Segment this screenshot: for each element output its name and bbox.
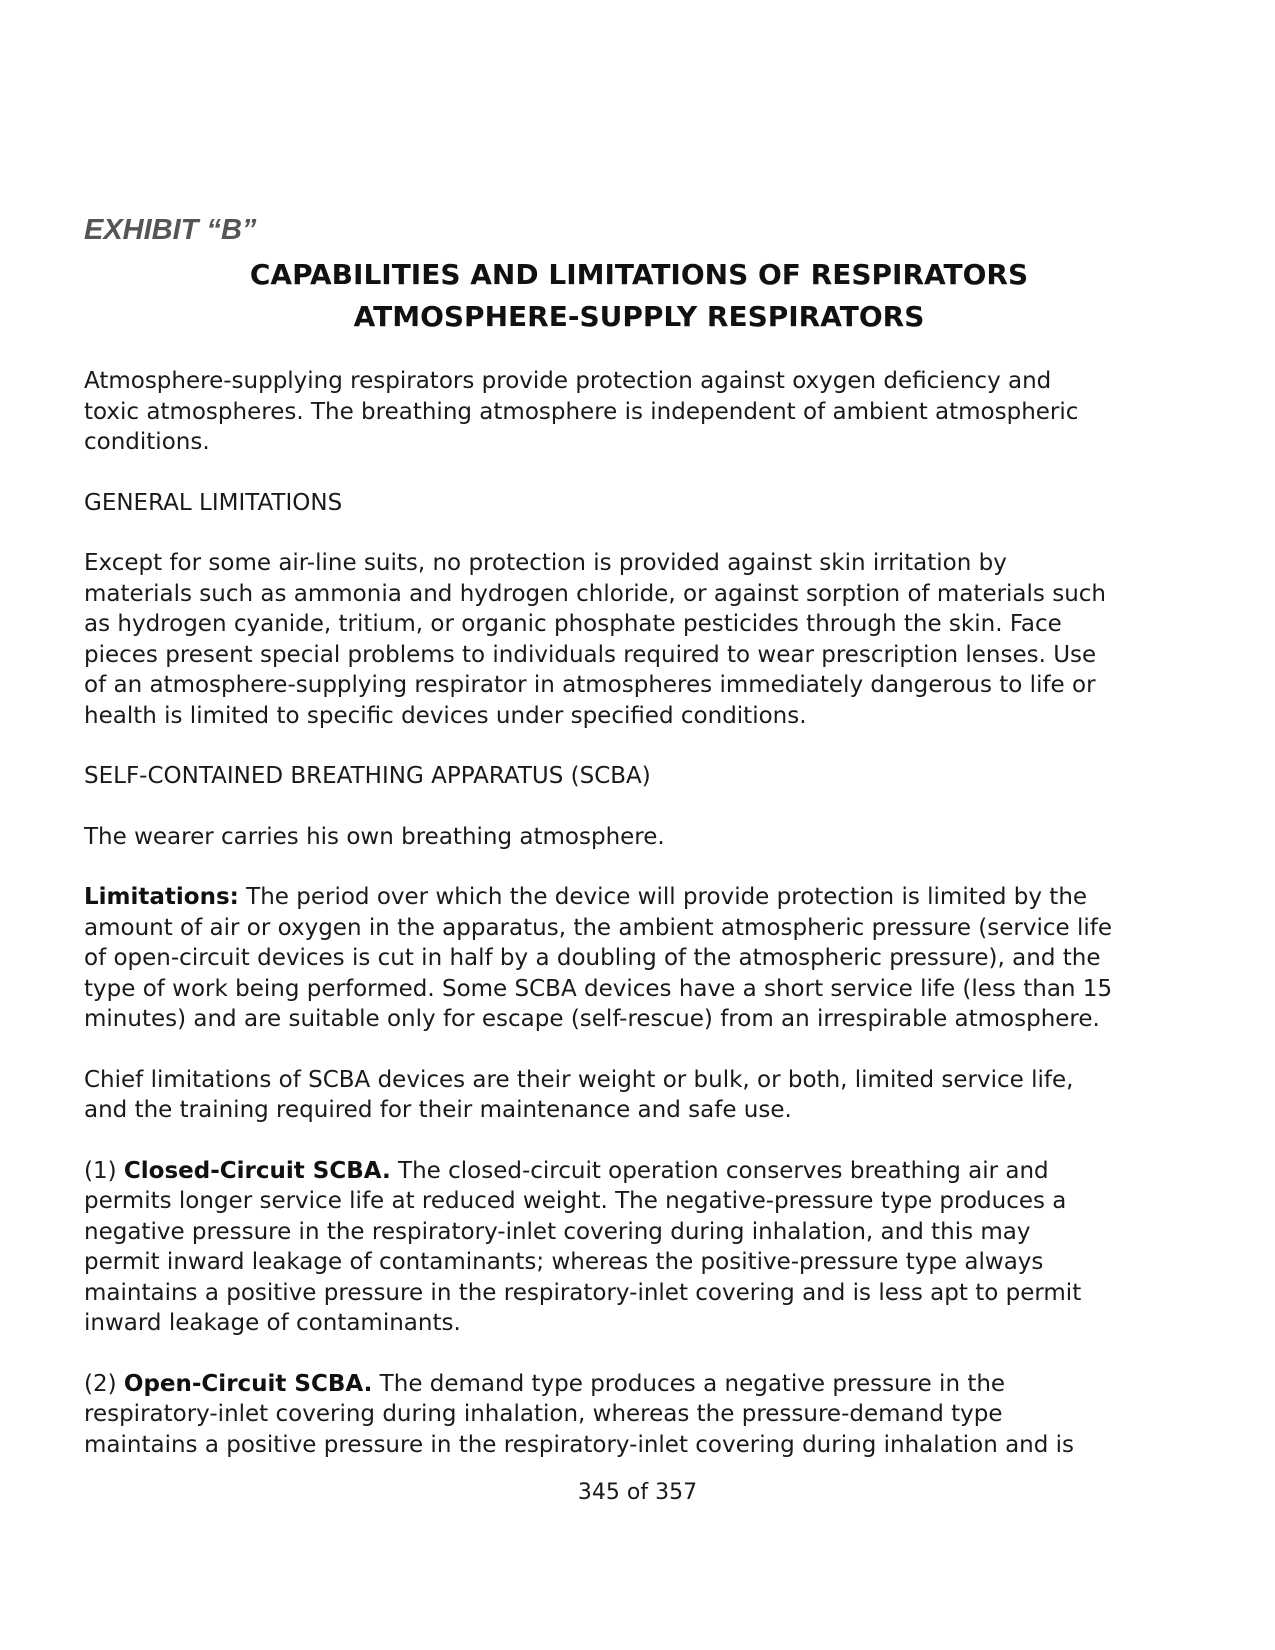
document-page: [84, 212, 1194, 1460]
page-number: 345 of 357: [577, 1480, 698, 1505]
limitations-label: Limitations:: [84, 884, 239, 910]
closed-circuit-number: (1): [84, 1157, 124, 1184]
general-limitations-heading: GENERAL LIMITATIONS: [84, 489, 343, 516]
open-circuit-paragraph: [84, 1369, 1194, 1461]
title-line-1: CAPABILITIES AND LIMITATIONS OF RESPIRATORS: [249, 258, 1029, 291]
open-circuit-label: Open-Circuit SCBA.: [123, 1370, 373, 1397]
scba-heading: SELF-CONTAINED BREATHING APPARATUS (SCBA): [84, 763, 651, 789]
closed-circuit-label: Closed-Circuit SCBA.: [123, 1157, 391, 1184]
exhibit-label: EXHIBIT “B”: [84, 214, 257, 246]
limitations-text: The period over which the device will provide protection is limited by the amount of air or oxygen in the apparatus, the ambient atmospheric pressure (service life of open-circuit devices is cut in half by a doubling of the atmospheric pressure), and the type of work being performed. Some SCBA devices have a short service life (less than 15 minutes) and are suitable only for escape (self-rescue) from an irrespirable atmosphere.: [84, 884, 1113, 1032]
scba-intro-paragraph: The wearer carries his own breathing atmosphere.: [84, 823, 665, 850]
intro-paragraph: Atmosphere-supplying respirators provide protection against oxygen deficiency and toxic atmospheres. The breathing atmosphere is independent of ambient atmospheric conditions.: [84, 368, 1079, 455]
limitations-paragraph: [84, 882, 1194, 1035]
title-line-2: ATMOSPHERE-SUPPLY RESPIRATORS: [353, 300, 925, 333]
open-circuit-number: (2): [84, 1370, 124, 1397]
closed-circuit-paragraph: [84, 1156, 1194, 1339]
open-circuit-text: The demand type produces a negative pressure in the respiratory-inlet covering during inhalation, whereas the pressure-demand type maintains a positive pressure in the respiratory-inlet covering during inhalation and is: [84, 1370, 1075, 1458]
closed-circuit-text: The closed-circuit operation conserves breathing air and permits longer service life at reduced weight. The negative-pressure type produces a negative pressure in the respiratory-inlet covering during inhalation, and this may permit inward leakage of contaminants; whereas the positive-pressure type always maintains a positive pressure in the respiratory-inlet covering and is less apt to permit inward leakage of contaminants.: [84, 1157, 1082, 1336]
general-limitations-paragraph: Except for some air-line suits, no protection is provided against skin irritation by materials such as ammonia and hydrogen chloride, or against sorption of materials such as hydrogen cyanide, tritium, or organic phosphate pesticides through the skin. Face pieces present special problems to individuals required to wear prescription lenses. Use of an atmosphere-supplying respirator in atmospheres immediately dangerous to life or health is limited to specific devices under specified conditions.: [84, 550, 1106, 729]
chief-limitations-paragraph: Chief limitations of SCBA devices are their weight or bulk, or both, limited service life, and the training required for their maintenance and safe use.: [84, 1066, 1074, 1123]
